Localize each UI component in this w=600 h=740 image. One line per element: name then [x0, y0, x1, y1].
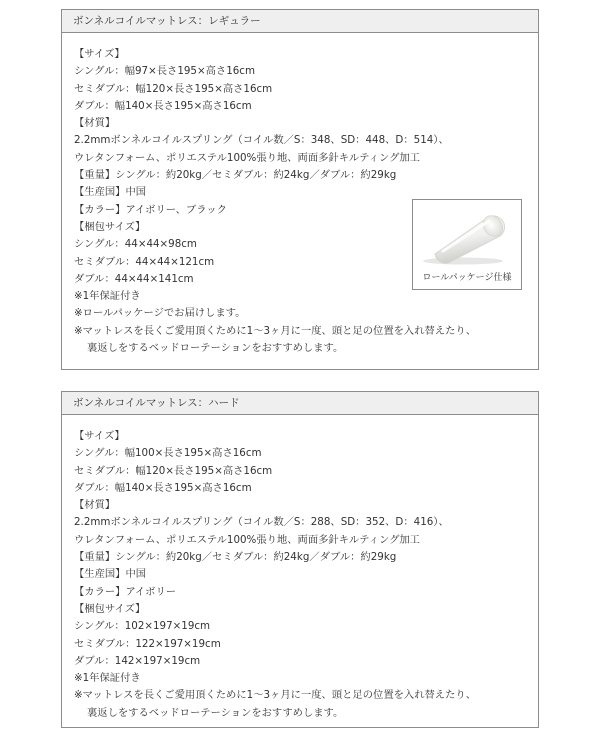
spec-line: 【梱包サイズ】 — [74, 220, 146, 233]
spec-line: 【重量】シングル：約20kg／セミダブル：約24kg／ダブル：約29kg — [74, 169, 397, 182]
spec-line: 裏返しをするベッドローテーションをおすすめします。 — [87, 706, 344, 719]
spec-line: ※ロールパッケージでお届けします。 — [74, 307, 246, 320]
spec-line: シングル：幅97×長さ195×高さ16cm — [74, 65, 256, 78]
spec-panel-hard — [61, 391, 539, 728]
spec-line: 【カラー】アイボリー、ブラック — [74, 203, 227, 216]
roll-package-figure — [412, 199, 522, 290]
spec-line: ※マットレスを長くご愛用頂くために1〜3ヶ月に一度、頭と足の位置を入れ替えたり、 — [74, 689, 476, 702]
spec-line: 【生産国】中国 — [74, 568, 147, 581]
spec-line: ダブル：44×44×141cm — [74, 272, 194, 285]
panel-title-regular: ボンネルコイルマットレス：レギュラー — [62, 10, 538, 33]
spec-line: シングル：幅100×長さ195×高さ16cm — [74, 447, 262, 460]
spec-line: ※1年保証付き — [74, 290, 141, 303]
roll-package-caption: ロールパッケージ仕様 — [422, 273, 512, 283]
spec-line: ウレタンフォーム、ポリエステル100%張り地、両面多針キルティング加工 — [74, 533, 420, 546]
spec-line: 【サイズ】 — [74, 48, 125, 60]
spec-line: セミダブル：122×197×19cm — [74, 637, 221, 650]
spec-line: 裏返しをするベッドローテーションをおすすめします。 — [87, 342, 344, 355]
spec-line: 【重量】シングル：約20kg／セミダブル：約24kg／ダブル：約29kg — [74, 551, 397, 564]
spec-line: セミダブル：幅120×長さ195×高さ16cm — [74, 82, 273, 95]
spec-line: 【生産国】中国 — [74, 186, 147, 199]
spec-line: セミダブル：幅120×長さ195×高さ16cm — [74, 464, 273, 477]
spec-line: ※マットレスを長くご愛用頂くために1〜3ヶ月に一度、頭と足の位置を入れ替えたり、 — [74, 324, 476, 337]
spec-line: 【カラー】アイボリー — [74, 585, 177, 598]
spec-line: ※1年保証付き — [74, 672, 141, 685]
spec-line: ダブル：幅140×長さ195×高さ16cm — [74, 481, 252, 494]
spec-line: 【梱包サイズ】 — [74, 602, 146, 615]
spec-line: ダブル：幅140×長さ195×高さ16cm — [74, 99, 252, 112]
spec-line: 【材質】 — [74, 117, 116, 130]
spec-panel-regular — [61, 9, 539, 370]
spec-line: 【材質】 — [74, 499, 116, 512]
spec-line: ウレタンフォーム、ポリエステル100%張り地、両面多針キルティング加工 — [74, 151, 420, 164]
spec-line: 【サイズ】 — [74, 430, 125, 442]
spec-line: シングル：44×44×98cm — [74, 238, 197, 251]
spec-line: 2.2mmボンネルコイルスプリング（コイル数／S：288、SD：352、D：416）、 — [74, 516, 449, 529]
panel-title-hard: ボンネルコイルマットレス：ハード — [62, 392, 538, 415]
spec-list-hard — [74, 428, 476, 722]
spec-line: 2.2mmボンネルコイルスプリング（コイル数／S：348、SD：448、D：514）、 — [74, 134, 449, 147]
spec-line: セミダブル：44×44×121cm — [74, 255, 215, 268]
rolled-mattress-icon — [421, 206, 513, 268]
spec-line: ダブル：142×197×19cm — [74, 654, 201, 667]
spec-line: シングル：102×197×19cm — [74, 620, 211, 633]
